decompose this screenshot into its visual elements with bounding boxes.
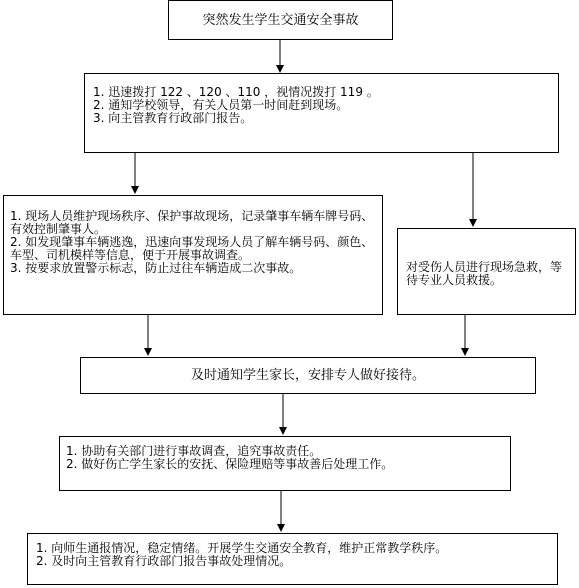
title-box — [168, 0, 393, 40]
step2-left-line-1: 1. 现场人员维护现场秩序、保护事故现场，记录肇事车辆车牌号码、有效控制肇事人。 — [10, 209, 374, 236]
step4-box — [59, 436, 511, 491]
step1-box — [84, 73, 559, 153]
title-text: 突然发生学生交通安全事故 — [202, 12, 359, 28]
step2-left-line-2: 2. 如发现肇事车辆逃逸，迅速向事发现场人员了解车辆号码、颜色、车型、司机模样等信息，便于开展事故调查。 — [10, 235, 374, 262]
step2-left-line-3: 3. 按要求放置警示标志，防止过往车辆造成二次事故。 — [10, 261, 302, 275]
step5-line-2: 2. 及时向主管教育行政部门报告事故处理情况。 — [36, 554, 292, 568]
step3-box — [80, 357, 536, 394]
step2-right-box — [397, 228, 576, 315]
step2-right-text: 对受伤人员进行现场急救，等待专业人员救援。 — [406, 260, 563, 287]
step1-line-3: 3. 向主管教育行政部门报告。 — [93, 111, 253, 125]
step5-box — [27, 533, 558, 585]
step4-line-1: 1. 协助有关部门进行事故调查，追究事故责任。 — [66, 444, 322, 458]
step3-text: 及时通知学生家长，安排专人做好接待。 — [190, 368, 425, 383]
step2-left-box — [3, 195, 383, 315]
step1-line-2: 2. 通知学校领导，有关人员第一时间赶到现场。 — [93, 98, 349, 112]
step4-line-2: 2. 做好伤亡学生家长的安抚、保险理赔等事故善后处理工作。 — [66, 457, 394, 471]
step1-line-1: 1. 迅速拨打 122 、120 、110 ，视情况拨打 119 。 — [93, 85, 379, 99]
step5-line-1: 1. 向师生通报情况，稳定情绪。开展学生交通安全教育，维护正常教学秩序。 — [36, 541, 448, 555]
